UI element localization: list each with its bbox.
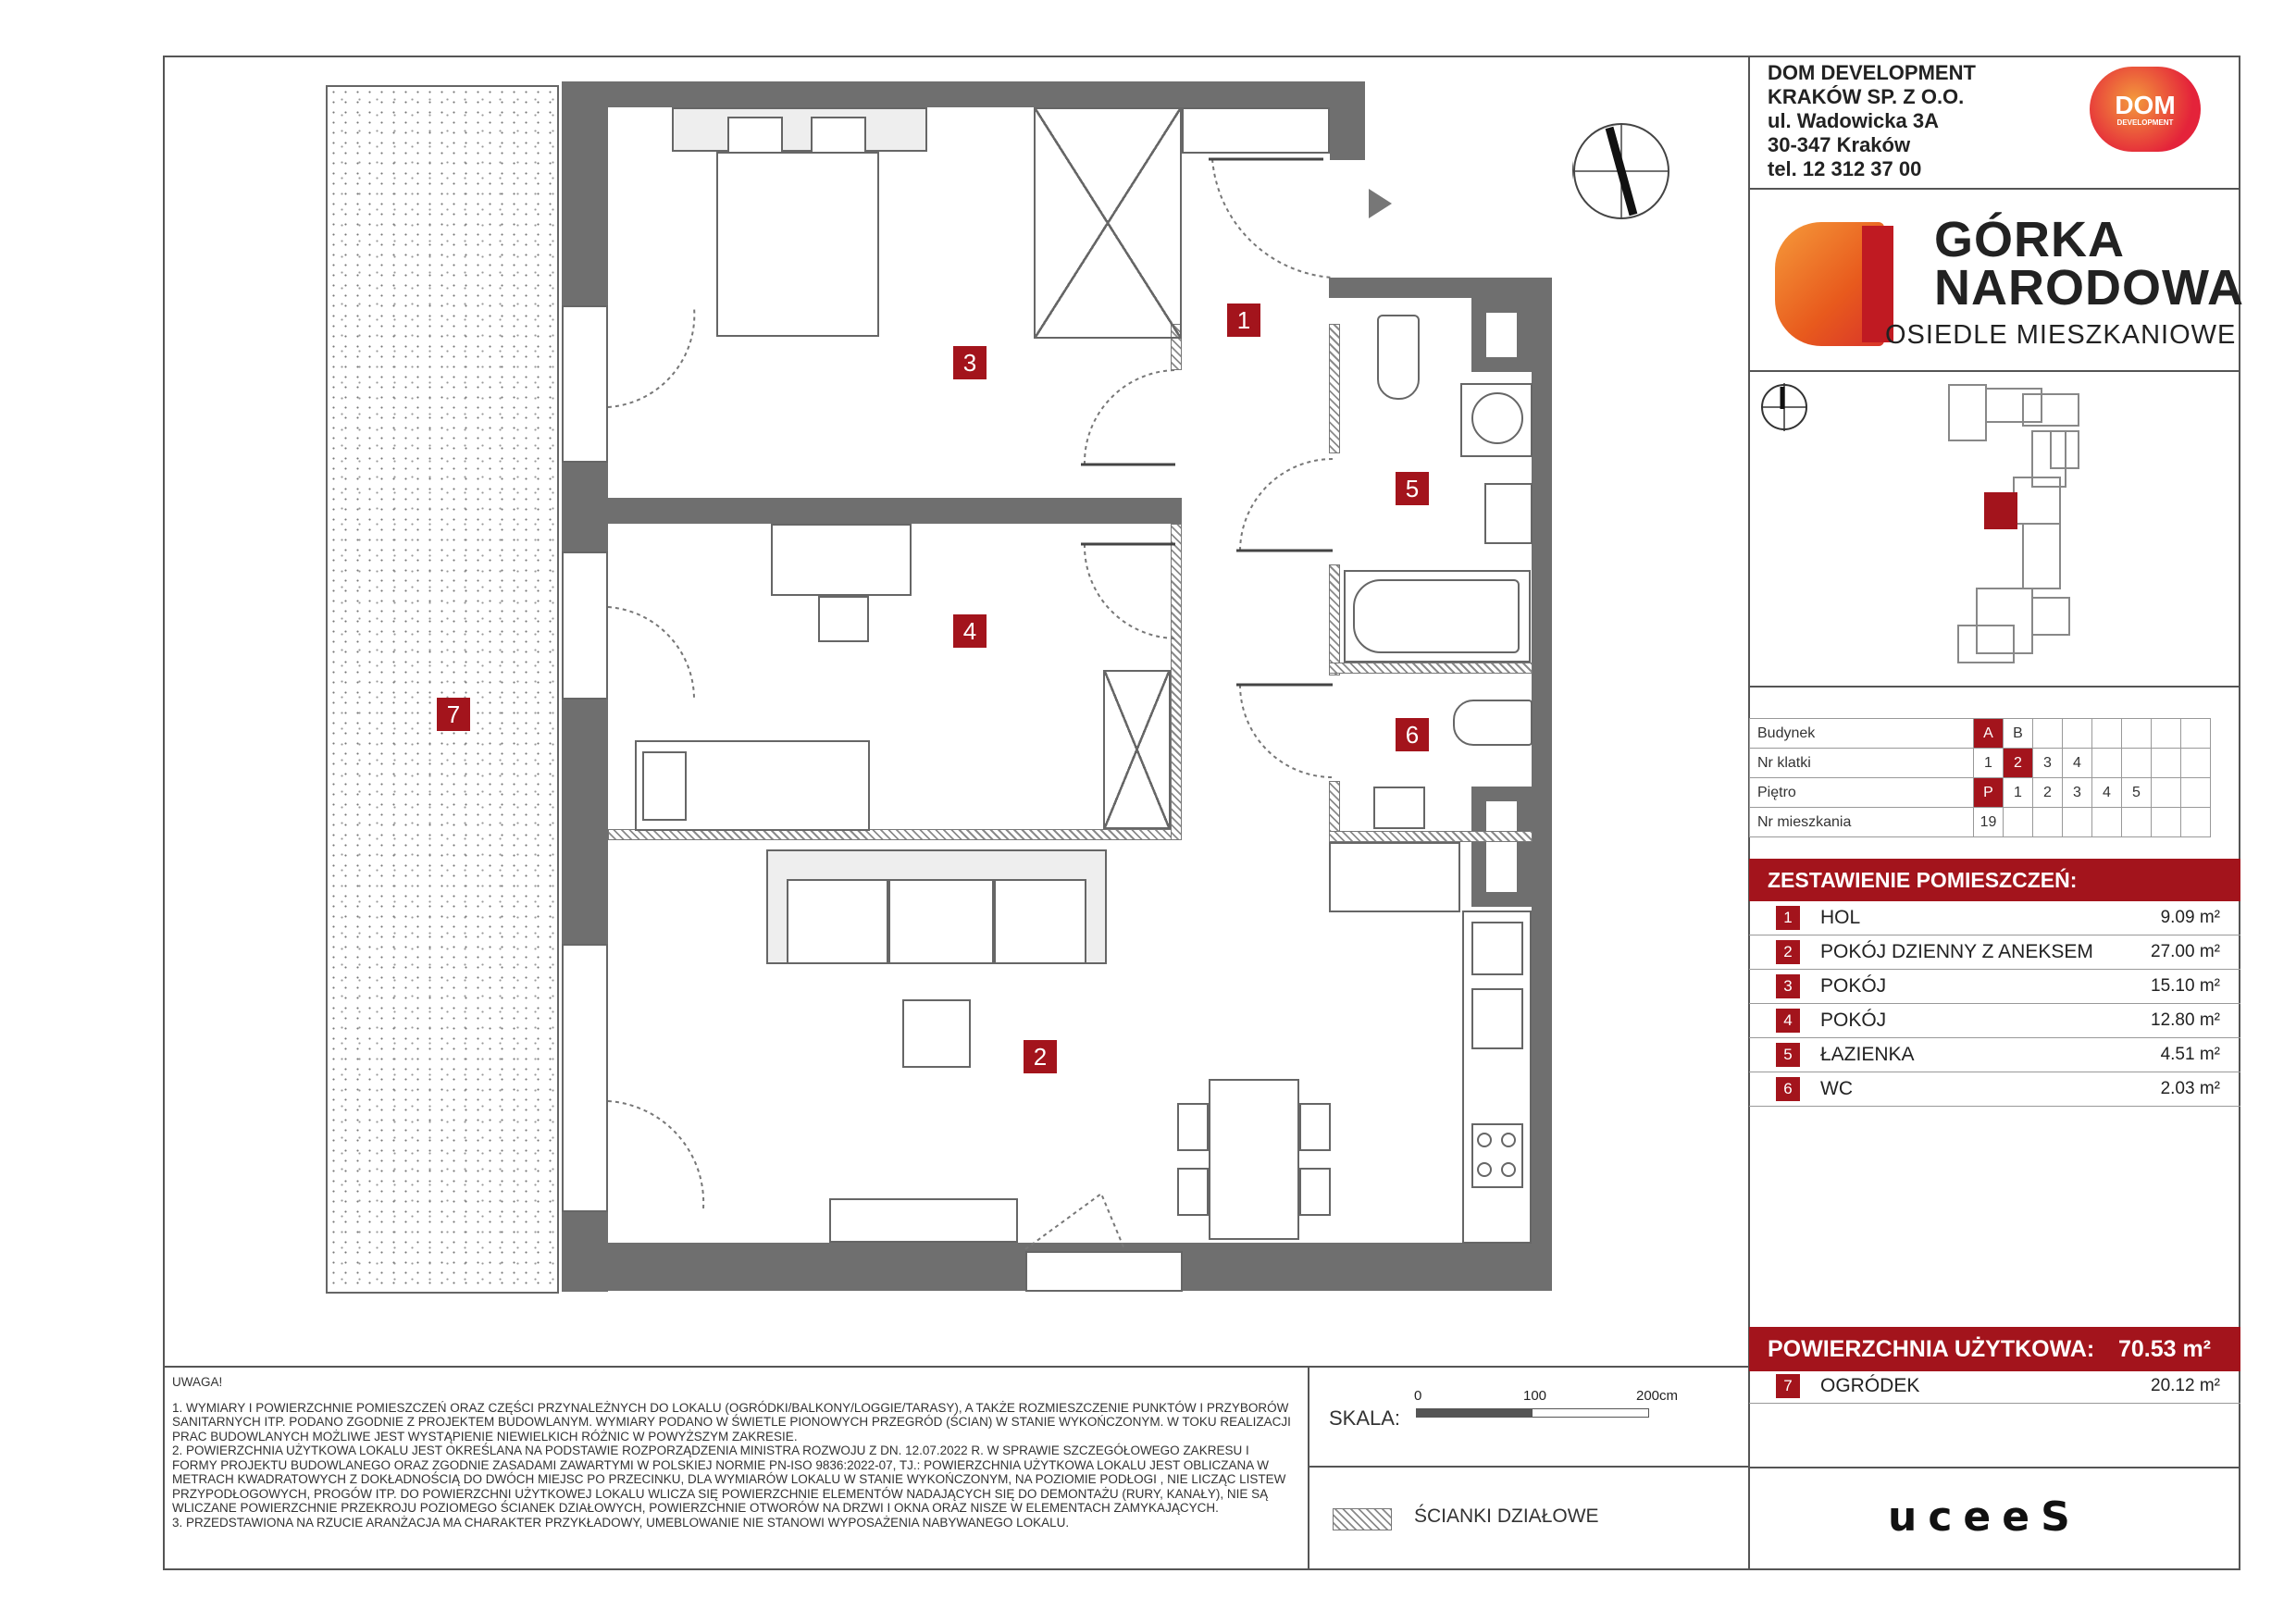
filter-row-staircase: Nr klatki 1 2 3 4 <box>1750 749 2211 778</box>
notes-divider <box>163 1366 1749 1368</box>
rooms-header: ZESTAWIENIE POMIESZCZEŃ: <box>1749 859 2240 901</box>
divider <box>1749 1467 2240 1468</box>
apartment-filter-table <box>1749 718 2211 837</box>
room-row: 4 POKÓJ 12.80 m² <box>1749 1004 2240 1038</box>
scale-label: SKALA: <box>1329 1406 1401 1430</box>
scale-tick: 0 <box>1414 1388 1422 1404</box>
room-row: 1 HOL 9.09 m² <box>1749 901 2240 935</box>
filter-row-apartment: Nr mieszkania 19 <box>1750 808 2211 837</box>
notes-vdivider <box>1308 1366 1309 1570</box>
company-address: DOM DEVELOPMENT KRAKÓW SP. Z O.O. ul. Wadowicka 3A 30-347 Kraków tel. 12 312 37 00 <box>1768 61 1976 180</box>
room-row: 3 POKÓJ 15.10 m² <box>1749 970 2240 1004</box>
ucees-logo: uceeS <box>1888 1493 2081 1541</box>
room-row: 6 WC 2.03 m² <box>1749 1072 2240 1107</box>
room-label-4: 4 <box>953 614 987 648</box>
garden-row: 7 OGRÓDEK 20.12 m² <box>1749 1369 2240 1404</box>
divider <box>1749 370 2240 372</box>
legend-label: ŚCIANKI DZIAŁOWE <box>1414 1505 1599 1527</box>
scale-divider <box>1308 1466 1749 1468</box>
filter-option[interactable]: 3 <box>2033 749 2063 778</box>
room-label-6: 6 <box>1396 718 1429 751</box>
compass-icon <box>1570 120 1672 222</box>
legend-partition-swatch <box>1333 1508 1392 1530</box>
room-row: 5 ŁAZIENKA 4.51 m² <box>1749 1038 2240 1072</box>
room-label-7: 7 <box>437 698 470 731</box>
filter-row-building: Budynek A B <box>1750 719 2211 749</box>
filter-option[interactable]: 4 <box>2092 778 2122 808</box>
project-name-2: NARODOWA <box>1934 260 2244 316</box>
filter-option[interactable]: 19 <box>1974 808 2004 837</box>
filter-option[interactable]: 5 <box>2122 778 2152 808</box>
project-name-1: GÓRKA <box>1934 212 2125 267</box>
scale-tick: 100 <box>1523 1388 1547 1404</box>
filter-option[interactable]: A <box>1974 719 2004 749</box>
usable-area-bar: POWIERZCHNIA UŻYTKOWA: 70.53 m² <box>1749 1327 2240 1371</box>
scale-tick: 200cm <box>1636 1388 1679 1404</box>
room-label-3: 3 <box>953 346 987 379</box>
site-plan-map <box>1755 376 2236 681</box>
filter-option[interactable]: 2 <box>2033 778 2063 808</box>
filter-option[interactable]: 2 <box>2004 749 2033 778</box>
filter-option[interactable]: P <box>1974 778 2004 808</box>
divider <box>1749 686 2240 688</box>
filter-option[interactable]: 4 <box>2063 749 2092 778</box>
dom-development-logo: DOM DEVELOPMENT <box>2090 67 2201 152</box>
project-subtitle: OSIEDLE MIESZKANIOWE <box>1885 320 2237 350</box>
room-label-5: 5 <box>1396 472 1429 505</box>
room-label-2: 2 <box>1024 1040 1057 1073</box>
filter-option[interactable]: 3 <box>2063 778 2092 808</box>
room-label-1: 1 <box>1227 304 1260 337</box>
filter-option[interactable]: B <box>2004 719 2033 749</box>
divider <box>1749 188 2240 190</box>
filter-option[interactable]: 1 <box>2004 778 2033 808</box>
filter-row-floor: Piętro P 1 2 3 4 5 <box>1750 778 2211 808</box>
rooms-list <box>1749 901 2240 1107</box>
disclaimer-notes: UWAGA! 1. WYMIARY I POWIERZCHNIE POMIESZCZEŃ ORAZ CZĘŚCI PRZYNALEŻNYCH DO LOKALU (OGRÓDKI/BALKONY/LOGGIE/TARASY), A TAKŻE ROZMIESZCZENIE PUNKTÓW I PRZYBORÓW SANITARNYCH ITP. PODANO ZGODNIE Z PROJEKTEM BUDOWLANYM. WYMIARY PODANO W ŚWIETLE PIONOWYCH PRZEGRÓD (ŚCIAN) W STANIE WYKOŃCZONYM. W TOKU REALIZACJI PRAC BUDOWLANYCH MOŻLIWE JEST WYSTĄPIENIE NIEWIELKICH RÓŻNIC W POWYŻSZYM ZAKRESIE. 2. POWIERZCHNIA UŻYTKOWA LOKALU JEST OKREŚLANA NA PODSTAWIE ROZPORZĄDZENIA MINISTRA ROZWOJU Z DN. 12.07.2022 R. W SPRAWIE SZCZEGÓŁOWEGO ZAKRESU I FORMY PROJEKTU BUDOWLANEGO ORAZ ZGODNIE ZASADAMI ZAWARTYMI W POLSKIEJ NORMIE PN-ISO 9836:2022-07, TJ.: POWIERZCHNIA UŻYTKOWA LOKALU JEST OBLICZANA W METRACH KWADRATOWYCH Z DOKŁADNOŚCIĄ DO DWÓCH MIEJSC PO PRZECINKU, DLA WYMIARÓW LOKALU W STANIE WYKOŃCZONYM, NA POZIOMIE PODŁOGI , NIE LICZĄC LISTEW PRZYPODŁOGOWYCH, PROGÓW ITP. DO POWIERZCHNI UŻYTKOWEJ LOKALU WLICZA SIĘ POWIERZCHNIE ELEMENTÓW NADAJĄCYCH SIĘ DO DEMONTAŻU (RURY, KANAŁY), NIE SĄ WLICZANE POWIERZCHNIE PRZEKROJU POZIOMEGO ŚCIANEK DZIAŁOWYCH, POWIERZCHNIE OTWORÓW NA DRZWI I OKNA ORAZ NISZE W ELEMENTACH ZAMYKAJĄCYCH. 3. PRZEDSTAWIONA NA RZUCIE ARANŻACJA MA CHARAKTER PRZYKŁADOWY, UMEBLOWANIE NIE STANOWI WYPOSAŻENIA NABYWANEGO LOKALU. <box>172 1375 1291 1530</box>
scale-bar <box>1416 1408 1649 1418</box>
room-row: 2 POKÓJ DZIENNY Z ANEKSEM 27.00 m² <box>1749 935 2240 970</box>
filter-option[interactable]: 1 <box>1974 749 2004 778</box>
